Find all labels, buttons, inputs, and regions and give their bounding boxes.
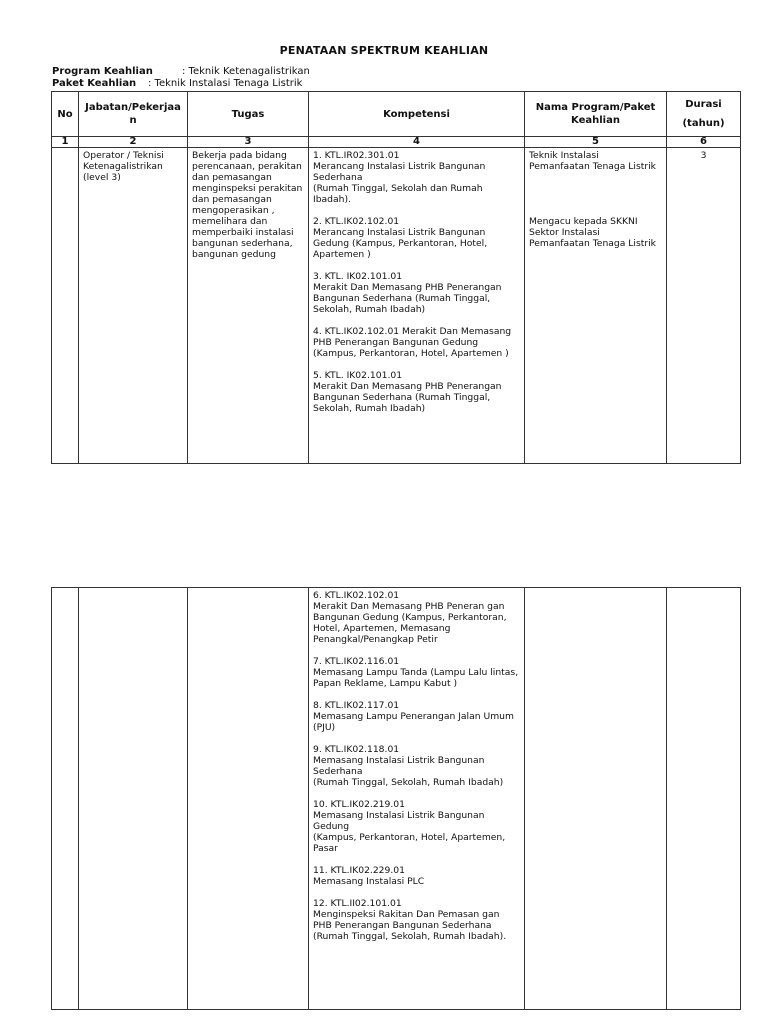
kompetensi-item: 4. KTL.IK02.102.01 Merakit Dan Memasang PHB Penerangan Bangunan Gedung (Kampus, Perkantoran, Hotel, Apartemen ): [313, 326, 512, 359]
kompetensi-item: 10. KTL.IK02.219.01 Memasang Instalasi Listrik Bangunan Gedung (Kampus, Perkantoran, Hotel, Apartemen, Pasar: [313, 799, 506, 854]
column-number: 1: [52, 137, 79, 148]
kompetensi-item: 5. KTL. IK02.101.01 Merakit Dan Memasang PHB Penerangan Bangunan Sederhana (Rumah Tinggal, Sekolah, Rumah Ibadah): [313, 370, 502, 414]
cell-nama-program: [525, 588, 667, 1010]
table-row: [52, 148, 741, 464]
program-name: Teknik Instalasi Pemanfaatan Tenaga Listrik: [529, 150, 656, 172]
header-durasi-label: Durasi: [685, 99, 722, 110]
paket-keahlian-value: : Teknik Instalasi Tenaga Listrik: [148, 78, 303, 89]
cell-tugas: Bekerja pada bidang perencanaan, perakitan dan pemasangan menginspeksi perakitan dan pemasangan mengoperasikan , memelihara dan memperbaiki instalasi bangunan sederhana, bangunan gedung: [188, 148, 309, 464]
cell-tugas: [188, 588, 309, 1010]
column-number: 2: [79, 137, 188, 148]
kompetensi-item: 2. KTL.IK02.102.01 Merancang Instalasi Listrik Bangunan Gedung (Kampus, Perkantoran, Hotel, Apartemen ): [313, 216, 488, 260]
kompetensi-list: [313, 590, 520, 942]
cell-no: [52, 588, 79, 1010]
header-tugas: Tugas: [188, 92, 309, 137]
cell-durasi: [667, 588, 741, 1010]
paket-keahlian-label: Paket Keahlian: [52, 78, 137, 89]
program-reference: Mengacu kepada SKKNI Sektor Instalasi Pemanfaatan Tenaga Listrik: [529, 216, 656, 249]
cell-jabatan: Operator / Teknisi Ketenagalistrikan (level 3): [79, 148, 188, 464]
program-keahlian-line: [52, 66, 310, 78]
column-number: 6: [667, 137, 741, 148]
column-number-row: [52, 137, 741, 148]
cell-jabatan: [79, 588, 188, 1010]
kompetensi-item: 12. KTL.II02.101.01 Menginspeksi Rakitan Dan Pemasan gan PHB Penerangan Bangunan Sederhana (Rumah Tinggal, Sekolah, Rumah Ibadah).: [313, 898, 507, 942]
column-number: 3: [188, 137, 309, 148]
cell-nama-program: [525, 148, 667, 464]
kompetensi-item: 6. KTL.IK02.102.01 Merakit Dan Memasang PHB Peneran gan Bangunan Gedung (Kampus, Perkantoran, Hotel, Apartemen, Memasang Penangkal/Penangkap Petir: [313, 590, 507, 645]
kompetensi-item: 9. KTL.IK02.118.01 Memasang Instalasi Listrik Bangunan Sederhana (Rumah Tinggal, Sekolah, Rumah Ibadah): [313, 744, 504, 788]
kompetensi-list: [313, 150, 520, 414]
column-number: 4: [309, 137, 525, 148]
kompetensi-item: 11. KTL.IK02.229.01 Memasang Instalasi PLC: [313, 865, 425, 887]
header-no: No: [52, 92, 79, 137]
kompetensi-item: 3. KTL. IK02.101.01 Merakit Dan Memasang PHB Penerangan Bangunan Sederhana (Rumah Tinggal, Sekolah, Rumah Ibadah): [313, 271, 502, 315]
program-keahlian-label: Program Keahlian: [52, 66, 153, 77]
document-title: PENATAAN SPEKTRUM KEAHLIAN: [279, 44, 489, 57]
column-number: 5: [525, 137, 667, 148]
cell-kompetensi: [309, 148, 525, 464]
header-kompetensi: Kompetensi: [309, 92, 525, 137]
kompetensi-item: 8. KTL.IK02.117.01 Memasang Lampu Penerangan Jalan Umum (PJU): [313, 700, 514, 733]
paket-keahlian-line: [52, 78, 303, 90]
header-nama-program: Nama Program/Paket Keahlian: [525, 92, 667, 137]
header-durasi: [667, 92, 741, 137]
cell-no: [52, 148, 79, 464]
header-jabatan: Jabatan/Pekerjaa n: [79, 92, 188, 137]
cell-kompetensi: [309, 588, 525, 1010]
spektrum-table-page1: [51, 91, 741, 464]
program-keahlian-value: : Teknik Ketenagalistrikan: [182, 66, 310, 77]
header-durasi-unit: (tahun): [682, 118, 725, 129]
cell-durasi: 3: [667, 148, 741, 464]
header-row: [52, 92, 741, 137]
kompetensi-item: 1. KTL.IR02.301.01 Merancang Instalasi Listrik Bangunan Sederhana (Rumah Tinggal, Sekolah dan Rumah Ibadah).: [313, 150, 486, 205]
spektrum-table-page2: [51, 587, 741, 1010]
table-row: [52, 588, 741, 1010]
kompetensi-item: 7. KTL.IK02.116.01 Memasang Lampu Tanda (Lampu Lalu lintas, Papan Reklame, Lampu Kabut ): [313, 656, 519, 689]
